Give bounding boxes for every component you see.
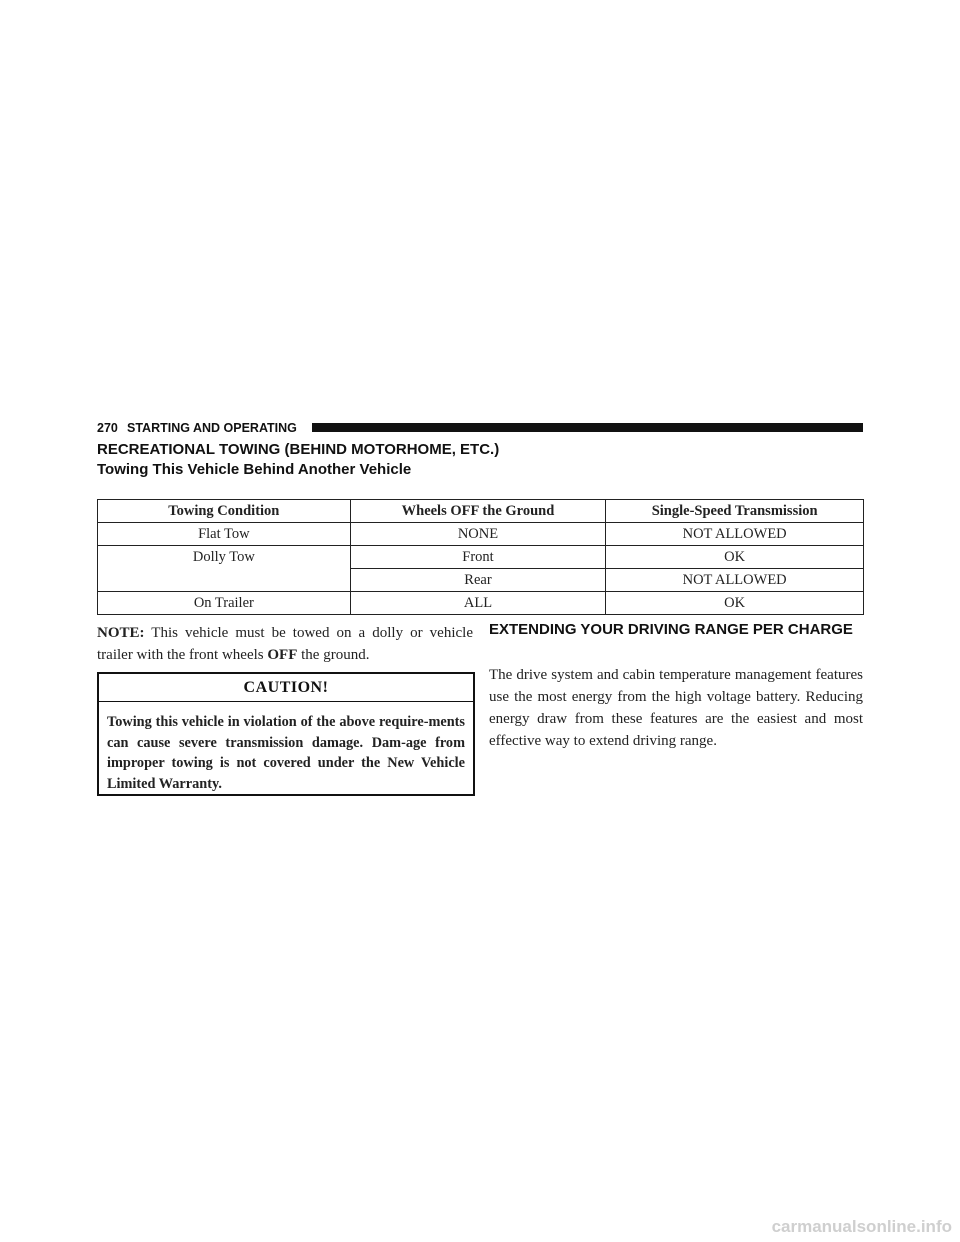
note-label: NOTE: (97, 625, 145, 641)
table-row (98, 546, 864, 569)
table-row (98, 592, 864, 615)
header-rule (312, 423, 863, 432)
sub-heading: Towing This Vehicle Behind Another Vehicle (97, 461, 412, 478)
table-cell: NONE (350, 523, 606, 546)
col-header-condition: Towing Condition (98, 500, 351, 523)
table-cell: OK (606, 592, 864, 615)
note-paragraph (97, 622, 473, 666)
towing-table (97, 499, 864, 615)
table-cell (98, 569, 351, 592)
table-cell: ALL (350, 592, 606, 615)
note-text-end: the ground. (297, 647, 370, 663)
table-cell: OK (606, 546, 864, 569)
table-cell: Flat Tow (98, 523, 351, 546)
range-body: The drive system and cabin temperature management features use the most energy from the high voltage battery. Reducing energy draw from these features are the easiest and most effective way to extend driving range. (489, 667, 863, 749)
table-cell: NOT ALLOWED (606, 569, 864, 592)
table-cell: On Trailer (98, 592, 351, 615)
table-cell: Dolly Tow (98, 546, 351, 569)
note-emphasis: OFF (267, 647, 298, 663)
caution-title: CAUTION! (99, 674, 473, 702)
page-header (97, 421, 863, 435)
caution-body: Towing this vehicle in violation of the above require-ments can cause severe transmission damage. Dam-age from improper towing is not covered under the New Vehicle Limited Warranty. (107, 714, 465, 792)
footer-watermark[interactable]: carmanualsonline.info (771, 1217, 952, 1236)
table-cell: Rear (350, 569, 606, 592)
table-row (98, 569, 864, 592)
caution-box (97, 672, 475, 796)
table-row (98, 523, 864, 546)
range-heading: EXTENDING YOUR DRIVING RANGE PER CHARGE (489, 621, 853, 638)
table-header-row (98, 500, 864, 523)
table-cell: NOT ALLOWED (606, 523, 864, 546)
col-header-transmission: Single-Speed Transmission (606, 500, 864, 523)
main-heading: RECREATIONAL TOWING (BEHIND MOTORHOME, ETC.) (97, 441, 500, 458)
page-number: 270 (97, 421, 118, 435)
col-header-wheels: Wheels OFF the Ground (350, 500, 606, 523)
note-text: This vehicle must be towed on a dolly or vehicle trailer with the front wheels (97, 625, 473, 663)
section-title: STARTING AND OPERATING (127, 421, 297, 435)
table-cell: Front (350, 546, 606, 569)
